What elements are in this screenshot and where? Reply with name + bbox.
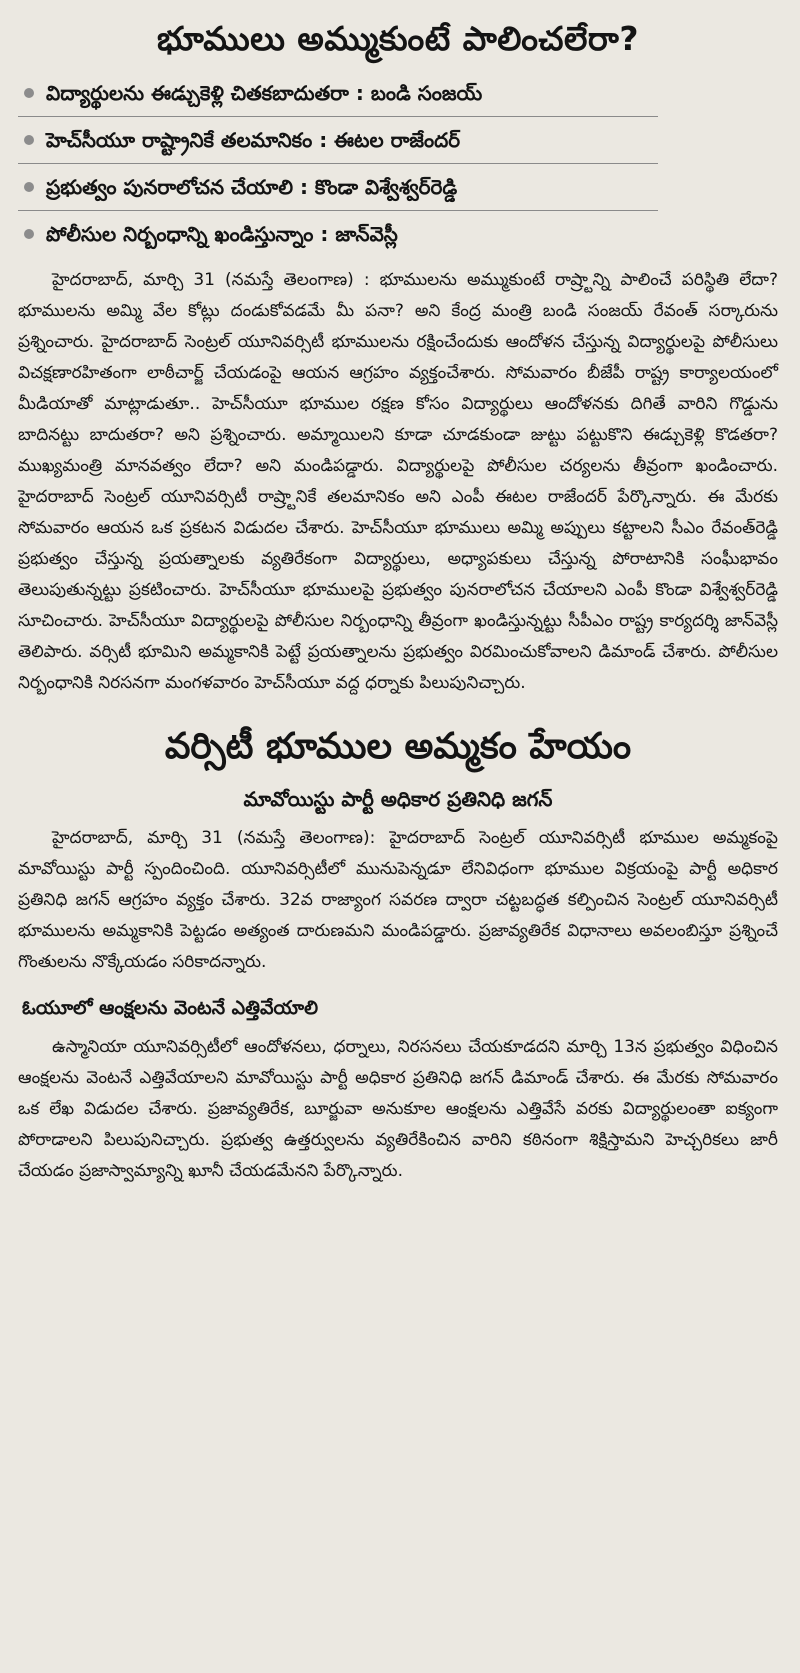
highlight-text: పోలీసుల నిర్బంధాన్ని ఖండిస్తున్నాం : జాన్‌వెస్లీ: [46, 222, 398, 246]
highlight-item: [18, 164, 658, 211]
section-heading: ఓయూలో ఆంక్షలను వెంటనే ఎత్తివేయాలి: [22, 997, 318, 1019]
highlight-text: హెచ్‌సీయూ రాష్ట్రానికే తలమానికం : ఈటల రాజేందర్: [46, 128, 461, 152]
bullet-dot-icon: [24, 182, 34, 192]
highlight-list: [18, 70, 658, 257]
highlight-text: ప్రభుత్వం పునరాలోచన చేయాలి : కొండా విశ్వేశ్వర్‌రెడ్డి: [46, 175, 458, 199]
second-article-headline: వర్సిటీ భూముల అమ్మకం హేయం: [164, 726, 632, 767]
article-body: హైదరాబాద్, మార్చి 31 (నమస్తే తెలంగాణ) : భూములను అమ్ముకుంటే రాష్ర్టాన్ని పాలించే పరిస్థితి లేదా? భూములను అమ్మి వేల కోట్లు దండుకోవడమే మీ పనా? అని కేంద్ర మంత్రి బండి సంజయ్ రేవంత్ సర్కారును ప్రశ్నించారు. హైదరాబాద్ సెంట్రల్ యూనివర్సిటీ భూములను రక్షించేందుకు ఆందోళన చేస్తున్న విద్యార్థులపై పోలీసులు విచక్షణారహితంగా లాఠీచార్జ్ చేయడంపై ఆయన ఆగ్రహం వ్యక్తంచేశారు. సోమవారం బీజేపీ రాష్ట్ర కార్యాలయంలో మీడియాతో మాట్లాడుతూ.. హెచ్‌సీయూ భూముల రక్షణ కోసం విద్యార్థులు ఆందోళనకు దిగితే వారిని గొడ్డును బాదినట్టు బాదుతరా? అని ప్రశ్నించారు. అమ్మాయిలని కూడా చూడకుండా జుట్టు పట్టుకొని ఈడ్చుకెళ్లి కొడతరా? ముఖ్యమంత్రి మానవత్వం లేదా? అని మండిపడ్డారు. విద్యార్థులపై పోలీసుల చర్యలను తీవ్రంగా ఖండించారు. హైదరాబాద్ సెంట్రల్ యూనివర్సిటీ రాష్ర్టానికే తలమానికం అని ఎంపీ ఈటల రాజేందర్ పేర్కొన్నారు. ఈ మేరకు సోమవారం ఆయన ఒక ప్రకటన విడుదల చేశారు. హెచ్‌సీయూ భూములు అమ్మి అప్పులు కట్టాలని సీఎం రేవంత్‌రెడ్డి ప్రభుత్వం చేస్తున్న ప్రయత్నాలకు వ్యతిరేకంగా విద్యార్థులు, అధ్యాపకులు చేస్తున్న పోరాటానికి సంఘీభావం తెలుపుతున్నట్టు ప్రకటించారు. హెచ్‌సీయూ భూములపై ప్రభుత్వం పునరాలోచన చేయాలని ఎంపీ కొండా విశ్వేశ్వర్‌రెడ్డి సూచించారు. హెచ్‌సీయూ విద్యార్థులపై పోలీసుల నిర్బంధాన్ని తీవ్రంగా ఖండిస్తున్నట్టు సీపీఎం రాష్ట్ర కార్యదర్శి జాన్‌వెస్లీ తెలిపారు. వర్సిటీ భూమిని అమ్మకానికి పెట్టే ప్రయత్నాలను ప్రభుత్వం విరమించుకోవాలని డిమాండ్ చేశారు. పోలీసుల నిర్బంధానికి నిరసనగా మంగళవారం హెచ్‌సీయూ వద్ద ధర్నాకు పిలుపునిచ్చారు.: [18, 270, 778, 693]
highlight-item: [18, 70, 658, 117]
bullet-dot-icon: [24, 135, 34, 145]
highlight-item: [18, 211, 658, 257]
article-headline: భూములు అమ్ముకుంటే పాలించలేరా?: [157, 19, 639, 58]
second-article-body: హైదరాబాద్, మార్చి 31 (నమస్తే తెలంగాణ): హైదరాబాద్ సెంట్రల్ యూనివర్సిటీ భూముల అమ్మకంపై మావోయిస్టు పార్టీ స్పందించింది. యూనివర్సిటీలో మునుపెన్నడూ లేనివిధంగా భూముల విక్రయంపై పార్టీ అధికార ప్రతినిధి జగన్ ఆగ్రహం వ్యక్తం చేశారు. 32వ రాజ్యాంగ సవరణ ద్వారా చట్టబద్ధత కల్పించిన సెంట్రల్ యూనివర్సిటీ భూములను అమ్మకానికి పెట్టడం అత్యంత దారుణమని మండిపడ్డారు. ప్రజావ్యతిరేక విధానాలు అవలంబిస్తూ ప్రశ్నించే గొంతులను నొక్కేయడం సరికాదన్నారు.: [18, 828, 778, 972]
second-article-subhead: మావోయిస్టు పార్టీ అధికార ప్రతినిధి జగన్: [243, 787, 553, 811]
bullet-dot-icon: [24, 229, 34, 239]
section-body: ఉస్మానియా యూనివర్సిటీలో ఆందోళనలు, ధర్నాలు, నిరసనలు చేయకూడదని మార్చి 13న ప్రభుత్వం విధించిన ఆంక్షలను వెంటనే ఎత్తివేయాలని మావోయిస్టు పార్టీ అధికార ప్రతినిధి జగన్ డిమాండ్ చేశారు. ఈ మేరకు సోమవారం ఒక లేఖ విడుదల చేశారు. ప్రజావ్యతిరేక, బూర్జువా అనుకూల ఆంక్షలను ఎత్తివేసే వరకు విద్యార్థులంతా ఐక్యంగా పోరాడాలని పిలుపునిచ్చారు. ప్రభుత్వ ఉత్తర్వులను వ్యతిరేకించిన వారిని కఠినంగా శిక్షిస్తామని హెచ్చరికలు జారీ చేయడం ప్రజాస్వామ్యాన్ని ఖూనీ చేయడమేనని పేర్కొన్నారు.: [18, 1037, 778, 1181]
highlight-text: విద్యార్థులను ఈడ్చుకెళ్లి చితకబాదుతరా : బండి సంజయ్: [46, 81, 483, 105]
bullet-dot-icon: [24, 88, 34, 98]
highlight-item: [18, 117, 658, 164]
